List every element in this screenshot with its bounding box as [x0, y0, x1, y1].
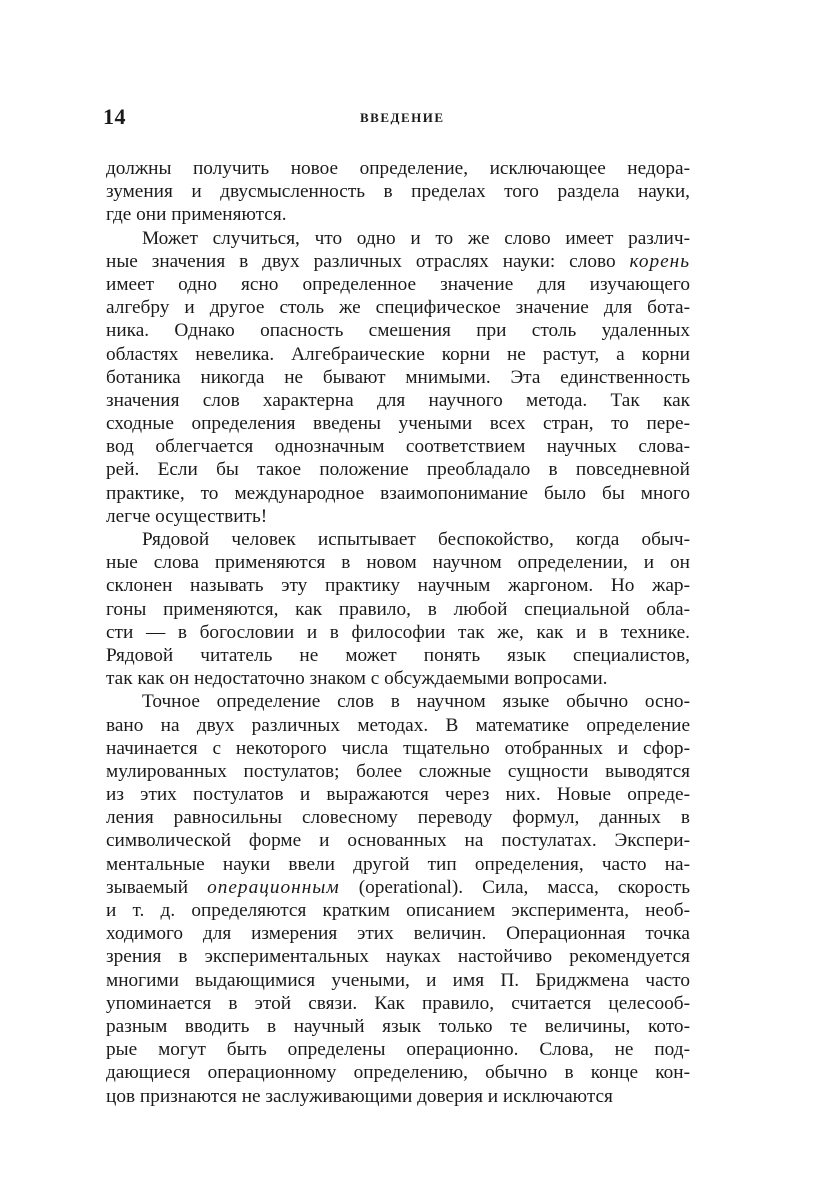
text-line	[106, 829, 690, 852]
text-line	[106, 806, 690, 829]
text-segment: из этих постулатов и выражаются через них. Новые опреде-	[106, 784, 690, 806]
text-segment: Может случиться, что одно и то же слово имеет различ-	[142, 227, 690, 249]
text-segment: многими выдающимися учеными, и имя П. Бриджмена часто	[106, 969, 690, 991]
text-segment: областях невелика. Алгебраические корни не растут, а корни	[106, 343, 690, 365]
text-line	[106, 760, 690, 783]
text-segment: должны получить новое определение, исключающее недора-	[106, 158, 690, 179]
text-line	[106, 273, 690, 296]
text-line	[106, 435, 690, 458]
text-segment: зумения и двусмысленность в пределах того раздела науки,	[106, 181, 690, 203]
text-segment: ника. Однако опасность смешения при столь удаленных	[106, 320, 690, 342]
text-line	[106, 598, 690, 621]
text-line	[106, 969, 690, 992]
text-line	[106, 574, 690, 597]
text-segment: ходимого для измерения этих величин. Операционная точка	[106, 923, 690, 945]
text-segment: Рядовой читатель не может понять язык специалистов,	[106, 644, 690, 666]
text-segment: значения слов характерна для научного метода. Так как	[106, 389, 690, 411]
text-segment: рые могут быть определены операционно. Слова, не под-	[106, 1039, 690, 1061]
italic-term: корень	[629, 250, 690, 272]
text-line	[106, 876, 690, 899]
page-number: 14	[103, 104, 126, 129]
text-line	[106, 667, 690, 690]
text-segment: ные значения в двух различных отраслях науки: слово	[106, 250, 630, 272]
text-line	[106, 412, 690, 435]
text-segment: гоны применяются, как правило, в любой специальной обла-	[106, 598, 690, 620]
text-segment: Точное определение слов в научном языке обычно осно-	[142, 691, 690, 713]
text-line	[106, 551, 690, 574]
text-line	[106, 690, 690, 713]
text-segment: склонен называть эту практику научным жаргоном. Но жар-	[106, 575, 690, 597]
text-segment: начинается с некоторого числа тщательно отобранных и сфор-	[106, 737, 690, 759]
text-line	[106, 714, 690, 737]
text-line	[106, 458, 690, 481]
text-segment: зываемый	[106, 876, 208, 898]
text-line	[106, 482, 690, 505]
text-segment: Рядовой человек испытывает беспокойство, когда обыч-	[142, 529, 690, 550]
body-text	[106, 157, 690, 1108]
text-segment: вод облегчается однозначным соответствием научных слова-	[106, 436, 690, 458]
text-line	[106, 296, 690, 319]
text-segment: ботаника никогда не бывают мнимыми. Эта единственность	[106, 366, 690, 388]
text-line	[106, 180, 690, 203]
text-segment: дающиеся операционному определению, обычно в конце кон-	[106, 1062, 690, 1084]
text-segment: где они применяются.	[106, 204, 287, 226]
text-line	[106, 203, 690, 226]
text-line	[106, 737, 690, 760]
text-segment: имеет одно ясно определенное значение для изучающего	[106, 273, 690, 295]
text-segment: сходные определения введены учеными всех стран, то пере-	[106, 413, 690, 435]
text-line	[106, 319, 690, 342]
text-line	[106, 783, 690, 806]
text-line	[106, 621, 690, 644]
text-segment: сти — в богословии и в философии так же, как и в технике.	[106, 621, 690, 643]
text-line	[106, 250, 690, 273]
italic-term: операционным	[207, 876, 340, 898]
text-line	[106, 505, 690, 528]
text-line	[106, 992, 690, 1015]
text-segment: алгебру и другое столь же специфическое значение для бота-	[106, 297, 690, 319]
text-line	[106, 366, 690, 389]
text-segment: (operational). Сила, масса, скорость	[339, 876, 690, 898]
text-line	[106, 1085, 690, 1108]
text-line	[106, 389, 690, 412]
text-line	[106, 528, 690, 551]
text-segment: мулированных постулатов; более сложные сущности выводятся	[106, 760, 690, 782]
text-segment: практике, то международное взаимопонимание было бы много	[106, 482, 690, 504]
text-line	[106, 853, 690, 876]
text-segment: разным вводить в научный язык только те величины, кото-	[106, 1015, 690, 1037]
running-head: ВВЕДЕНИЕ	[360, 110, 445, 125]
text-segment: зрения в экспериментальных науках настойчиво рекомендуется	[106, 946, 690, 968]
text-segment: и т. д. определяются кратким описанием эксперимента, необ-	[106, 900, 690, 921]
text-segment: ления равносильны словесному переводу формул, данных в	[106, 807, 690, 829]
text-line	[106, 1061, 690, 1084]
text-segment: легче осуществить!	[106, 505, 268, 527]
text-line	[106, 1015, 690, 1038]
text-segment: рей. Если бы такое положение преобладало в повседневной	[106, 459, 690, 481]
text-line	[106, 922, 690, 945]
text-segment: ментальные науки ввели другой тип определения, часто на-	[106, 853, 690, 875]
text-line	[106, 1038, 690, 1061]
text-segment: ные слова применяются в новом научном определении, и он	[106, 552, 690, 574]
text-segment: так как он недостаточно знаком с обсуждаемыми вопросами.	[106, 668, 608, 690]
text-line	[106, 945, 690, 968]
text-segment: упоминается в этой связи. Как правило, считается целесооб-	[106, 992, 690, 1014]
text-segment: цов признаются не заслуживающими доверия и исключаются	[106, 1085, 613, 1107]
text-line	[106, 227, 690, 250]
text-segment: символической форме и основанных на постулатах. Экспери-	[106, 830, 690, 852]
text-line	[106, 899, 690, 922]
text-segment: вано на двух различных методах. В математике определение	[106, 714, 690, 736]
text-line	[106, 157, 690, 180]
text-line	[106, 343, 690, 366]
text-line	[106, 644, 690, 667]
